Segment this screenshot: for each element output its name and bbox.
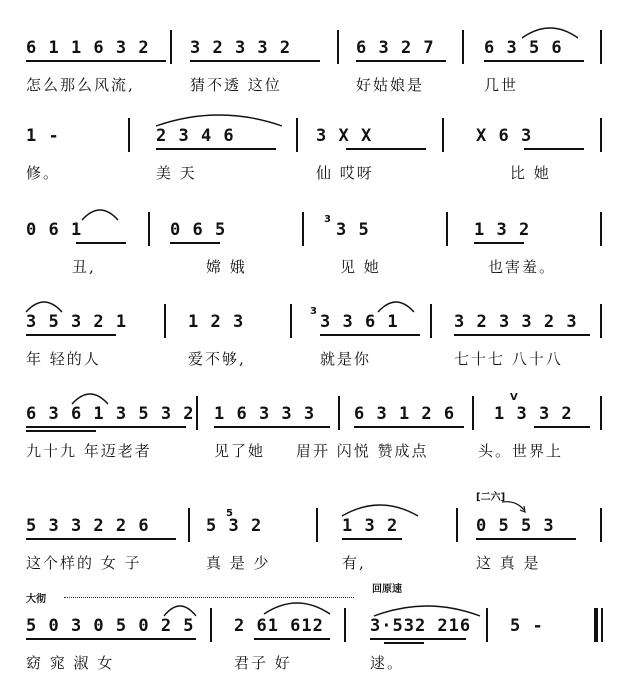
measure-2-3: 3 X X [316, 126, 373, 146]
barline [337, 30, 339, 64]
barline [296, 118, 298, 152]
underline [156, 148, 276, 150]
barline [430, 304, 432, 338]
lyric-2-3: 仙 哎呀 [316, 164, 374, 182]
underline [214, 426, 330, 428]
measure-7-1: 5 0 3 0 5 0 2 5 [26, 616, 195, 636]
underline [534, 426, 590, 428]
barline [600, 508, 602, 542]
measure-4-2: 1 2 3 [188, 312, 245, 332]
slur [80, 204, 120, 224]
lyric-2-2: 美 天 [156, 164, 197, 182]
underline [254, 638, 330, 640]
underline [26, 60, 166, 62]
barline [456, 508, 458, 542]
underline [474, 242, 524, 244]
lyric-6-2: 真 是 少 [206, 554, 271, 572]
slur [162, 600, 198, 620]
lyric-4-1: 年 轻的人 [26, 350, 101, 368]
measure-2-1: 1 - [26, 126, 60, 146]
measure-1-4: 6 3 5 6 [484, 38, 563, 58]
measure-1-2: 3 2 3 3 2 [190, 38, 292, 58]
tempo-marking-dache: 大彻 [26, 594, 46, 605]
measure-2-2: 2 3 4 6 [156, 126, 235, 146]
lyric-1-2: 猜不透 这位 [190, 76, 282, 94]
lyric-3-1: 丑, [72, 258, 96, 276]
underline [476, 538, 576, 540]
barline [344, 608, 346, 642]
barline [148, 212, 150, 246]
barline [338, 396, 340, 430]
measure-5-2: 1 6 3 3 3 [214, 404, 316, 424]
measure-6-1: 5 3 3 2 2 6 [26, 516, 150, 536]
underline [384, 642, 424, 644]
underline [370, 638, 466, 640]
measure-5-4: 1 3 3 2 [494, 404, 573, 424]
barline [170, 30, 172, 64]
measure-7-3: 3·532 216 [370, 616, 472, 636]
lyric-4-4: 七十七 八十八 [454, 350, 563, 368]
lyric-4-2: 爱不够, [188, 350, 246, 368]
slur [520, 22, 580, 42]
measure-3-4: 1 3 2 [474, 220, 531, 240]
grace-note: 3 [310, 306, 317, 317]
underline [26, 430, 96, 432]
measure-7-2: 2 61 612 [234, 616, 324, 636]
underline [354, 426, 464, 428]
barline [210, 608, 212, 642]
barline [486, 608, 488, 642]
lyric-5-4: 头。世界上 [478, 442, 564, 460]
measure-6-2: 5 3 2 [206, 516, 263, 536]
lyric-3-4: 也害羞。 [488, 258, 557, 276]
underline [76, 242, 126, 244]
barline [196, 396, 198, 430]
barline [316, 508, 318, 542]
underline [26, 426, 186, 428]
lyric-3-3: 见 她 [340, 258, 381, 276]
slur [24, 296, 64, 316]
lyric-1-4: 几世 [484, 76, 519, 94]
barline [128, 118, 130, 152]
measure-2-4: X 6 3 [476, 126, 533, 146]
grace-note: 3 [324, 214, 331, 225]
tempo-marking-erliu: [二六] [476, 492, 506, 503]
lyric-1-1: 怎么那么风流, [26, 76, 135, 94]
barline [302, 212, 304, 246]
measure-6-4: 0 5 5 3 [476, 516, 555, 536]
underline [170, 242, 220, 244]
lyric-2-4: 比 她 [510, 164, 551, 182]
underline [356, 60, 446, 62]
grace-note: 5 [226, 508, 233, 519]
slur [262, 598, 332, 618]
underline [342, 538, 402, 540]
final-barline [594, 608, 598, 642]
measure-4-1: 3 5 3 2 1 [26, 312, 128, 332]
lyric-6-1: 这个样的 女 子 [26, 554, 142, 572]
underline [320, 334, 420, 336]
measure-1-3: 6 3 2 7 [356, 38, 435, 58]
measure-3-1: 0 6 1 [26, 220, 83, 240]
measure-7-4: 5 - [510, 616, 544, 636]
measure-4-3: 3 3 6 1 [320, 312, 399, 332]
lyric-5-3: 眉开 闪悦 赞成点 [296, 442, 429, 460]
lyric-6-4: 这 真 是 [476, 554, 541, 572]
arrow-icon [500, 500, 530, 516]
barline [600, 118, 602, 152]
lyric-7-2: 君子 好 [234, 654, 292, 672]
barline [164, 304, 166, 338]
barline [442, 118, 444, 152]
lyric-7-1: 窈 窕 淑 女 [26, 654, 115, 672]
lyric-5-1: 九十九 年迈老者 [26, 442, 152, 460]
slur [70, 388, 110, 408]
barline [462, 30, 464, 64]
underline [524, 148, 584, 150]
slur [340, 500, 420, 520]
underline [484, 60, 584, 62]
barline [600, 30, 602, 64]
barline [472, 396, 474, 430]
barline [188, 508, 190, 542]
measure-3-2: 0 6 5 [170, 220, 227, 240]
slur [372, 600, 482, 620]
underline [26, 638, 196, 640]
underline [26, 334, 116, 336]
underline [454, 334, 590, 336]
lyric-5-2: 见了她 [214, 442, 266, 460]
measure-1-1: 6 1 1 6 3 2 [26, 38, 150, 58]
barline [600, 396, 602, 430]
measure-5-3: 6 3 1 2 6 [354, 404, 456, 424]
barline [290, 304, 292, 338]
lyric-2-1: 修。 [26, 164, 61, 182]
lyric-1-3: 好姑娘是 [356, 76, 425, 94]
underline [346, 148, 426, 150]
measure-5-1: 6 3 6 1 3 5 3 2 [26, 404, 195, 424]
lyric-4-3: 就是你 [320, 350, 372, 368]
barline [600, 304, 602, 338]
tempo-marking-huiyuansu: 回原速 [372, 584, 402, 595]
underline [26, 538, 176, 540]
lyric-6-3: 有, [342, 554, 366, 572]
barline [600, 212, 602, 246]
measure-3-3: 3 5 [336, 220, 370, 240]
breath-mark: V [510, 392, 518, 403]
underline [190, 60, 320, 62]
slur [376, 296, 416, 316]
barline [446, 212, 448, 246]
lyric-7-3: 逑。 [370, 654, 405, 672]
lyric-3-2: 嫦 娥 [206, 258, 247, 276]
slur [154, 110, 284, 130]
measure-4-4: 3 2 3 3 2 3 [454, 312, 578, 332]
final-barline-thin [601, 608, 603, 642]
measure-6-3: 1 3 2 [342, 516, 399, 536]
